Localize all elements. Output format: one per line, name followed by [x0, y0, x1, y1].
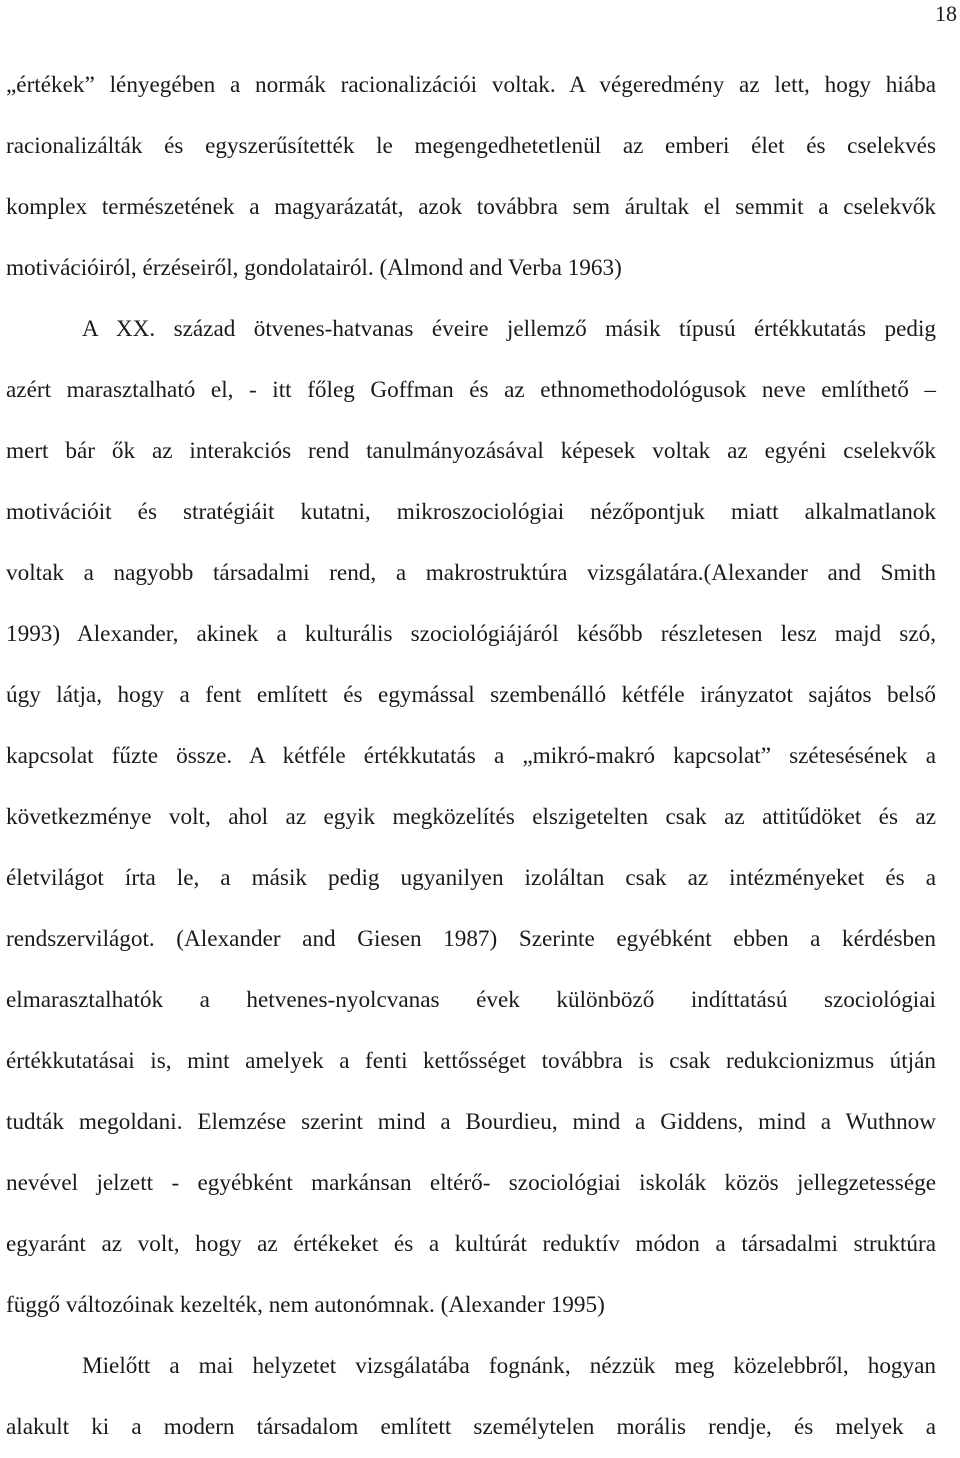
text-line: tudták megoldani. Elemzése szerint mind a Bourdieu, mind a Giddens, mind a Wuthnow [6, 1109, 936, 1135]
text-line: függő változóinak kezelték, nem autonómnak. (Alexander 1995) [6, 1292, 605, 1318]
text-line: racionalizálták és egyszerűsítették le megengedhetetlenül az emberi élet és cselekvés [6, 133, 936, 159]
text-line: értékkutatásai is, mint amelyek a fenti kettősséget továbbra is csak redukcionizmus útján [6, 1048, 936, 1074]
text-line: voltak a nagyobb társadalmi rend, a makrostruktúra vizsgálatára.(Alexander and Smith [6, 560, 936, 586]
text-line: mert bár ők az interakciós rend tanulmányozásával képesek voltak az egyéni cselekvők [6, 438, 936, 464]
body-text [6, 55, 936, 1458]
text-line: nevével jelzett - egyébként markánsan eltérő- szociológiai iskolák közös jellegzetessége [6, 1170, 936, 1196]
text-line: elmarasztalhatók a hetvenes-nyolcvanas évek különböző indíttatású szociológiai [6, 987, 936, 1013]
text-line: azért marasztalható el, - itt főleg Goffman és az ethnomethodológusok neve említhető – [6, 377, 936, 403]
text-line: következménye volt, ahol az egyik megközelítés elszigetelten csak az attitűdöket és az [6, 804, 936, 830]
text-line: alakult ki a modern társadalom említett személytelen morális rendje, és melyek a [6, 1414, 936, 1440]
text-line: kapcsolat fűzte össze. A kétféle értékkutatás a „mikró-makró kapcsolat” szétesésének a [6, 743, 936, 769]
text-line: úgy látja, hogy a fent említett és egymással szembenálló kétféle irányzatot sajátos belső [6, 682, 936, 708]
text-line: motivációiról, érzéseiről, gondolatairól. (Almond and Verba 1963) [6, 255, 622, 281]
text-line: 1993) Alexander, akinek a kulturális szociológiájáról később részletesen lesz majd szó, [6, 621, 936, 647]
text-line: életvilágot írta le, a másik pedig ugyanilyen izoláltan csak az intézményeket és a [6, 865, 936, 891]
text-line: rendszervilágot. (Alexander and Giesen 1987) Szerinte egyébként ebben a kérdésben [6, 926, 936, 952]
text-line: motivációit és stratégiáit kutatni, mikroszociológiai nézőpontjuk miatt alkalmatlanok [6, 499, 936, 525]
text-line: egyaránt az volt, hogy az értékeket és a kultúrát reduktív módon a társadalmi struktúra [6, 1231, 936, 1257]
paragraph-first-line: A XX. század ötvenes-hatvanas éveire jellemző másik típusú értékkutatás pedig [82, 316, 936, 342]
paragraph-first-line: Mielőtt a mai helyzetet vizsgálatába fognánk, nézzük meg közelebbről, hogyan [82, 1353, 936, 1379]
text-line: komplex természetének a magyarázatát, azok továbbra sem árultak el semmit a cselekvők [6, 194, 936, 220]
page-number: 18 [935, 1, 957, 26]
text-line: „értékek” lényegében a normák racionalizációi voltak. A végeredmény az lett, hogy hiába [6, 72, 936, 98]
